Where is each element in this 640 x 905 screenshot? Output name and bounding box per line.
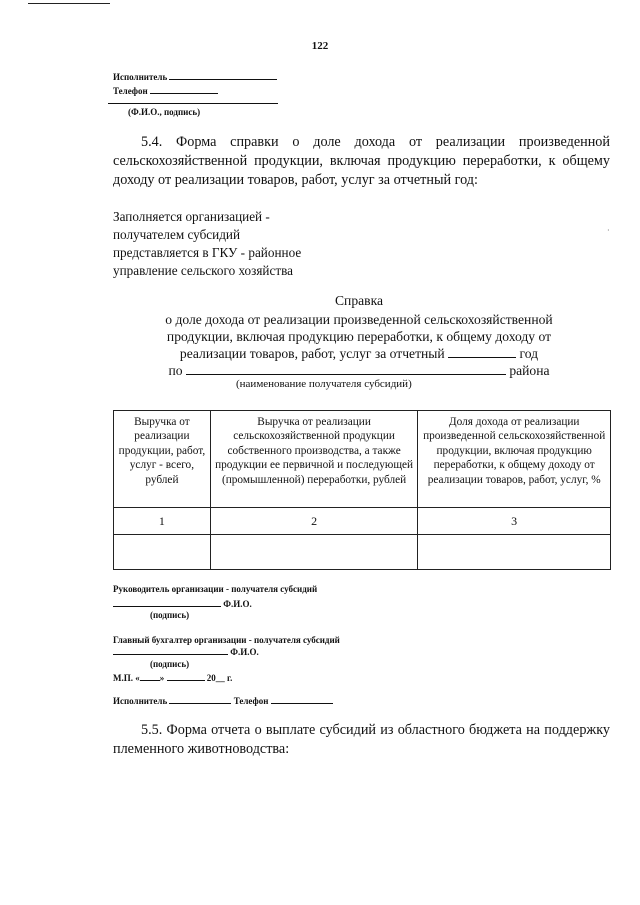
stamp-prefix: М.П. «	[113, 673, 140, 683]
accountant-signature-row	[113, 645, 259, 658]
accountant-fio: Ф.И.О.	[230, 647, 259, 657]
head-fio: Ф.И.О.	[223, 599, 252, 609]
certificate-line-2: продукции, включая продукцию переработки, к общему доходу от	[166, 329, 552, 344]
table-number-cell: 1	[114, 508, 211, 535]
table-header-cell: Доля дохода от реализации произведенной сельскохозяйственной продукции, включая продукцию переработки, к общему доходу от реализации товаров, работ, услуг, %	[418, 411, 611, 508]
table-row	[114, 535, 611, 570]
page-number: 122	[311, 40, 329, 52]
accountant-title: Главный бухгалтер организации - получателя субсидий	[113, 635, 340, 645]
date-month-blank[interactable]	[167, 671, 205, 681]
accountant-signature-caption: (подпись)	[150, 659, 190, 669]
table-number-cell: 2	[210, 508, 418, 535]
certificate-line-4-suffix: района	[509, 363, 550, 378]
header-phone-label: Телефон	[113, 86, 148, 96]
table-empty-cell[interactable]	[114, 535, 211, 570]
reporting-year-blank[interactable]	[448, 348, 516, 358]
head-title: Руководитель организации - получателя субсидий	[113, 584, 318, 594]
submission-note-line: получателем субсидий	[113, 227, 241, 242]
certificate-title: Справка	[334, 293, 384, 308]
submission-note-line: управление сельского хозяйства	[113, 263, 294, 278]
header-fio-line	[108, 103, 278, 104]
table-number-row	[114, 508, 611, 535]
footer-executor-label: Исполнитель	[113, 696, 168, 706]
date-day-blank[interactable]	[140, 671, 160, 681]
header-phone-blank	[150, 84, 218, 94]
certificate-line-1: о доле дохода от реализации произведенной сельскохозяйственной	[165, 312, 553, 327]
scan-speck: ·	[607, 226, 610, 235]
table-header-cell: Выручка от реализации сельскохозяйственной продукции собственного производства, а также продукции ее первичной и последующей (промышленной) переработки, рублей	[210, 411, 418, 508]
table-number-cell: 3	[418, 508, 611, 535]
header-executor-blank	[169, 70, 277, 80]
income-share-table	[113, 410, 611, 570]
certificate-line-4-prefix: по	[168, 363, 183, 378]
head-signature-caption: (подпись)	[150, 610, 190, 620]
district-blank[interactable]	[186, 365, 506, 375]
recipient-caption: (наименование получателя субсидий)	[236, 378, 412, 390]
submission-note	[113, 208, 301, 280]
footer-executor-row	[113, 694, 333, 707]
table-empty-cell[interactable]	[210, 535, 418, 570]
table-header-cell: Выручка от реализации продукции, работ, услуг - всего, рублей	[114, 411, 211, 508]
stamp-year: 20__ г.	[206, 673, 233, 683]
table-header-row	[114, 411, 611, 508]
header-phone-row	[113, 84, 218, 96]
certificate-line-3-prefix: реализации товаров, работ, услуг за отчетный	[179, 346, 445, 361]
head-signature-blank[interactable]	[113, 597, 221, 607]
footer-phone-label: Телефон	[233, 696, 269, 706]
header-executor-row	[113, 70, 277, 82]
footer-executor-blank[interactable]	[169, 694, 231, 704]
intro-paragraph: 5.4. Форма справки о доле дохода от реализации произведенной сельскохозяйственной продукции, включая продукцию переработки, к общему доходу от реализации товаров, работ, услуг за отчетный год:	[113, 134, 610, 188]
stamp-mid: »	[159, 673, 165, 683]
stamp-date-row	[113, 671, 232, 684]
footer-paragraph: 5.5. Форма отчета о выплате субсидий из областного бюджета на поддержку племенного животноводства:	[113, 722, 610, 757]
header-fio-caption: (Ф.И.О., подпись)	[128, 107, 201, 117]
submission-note-line: Заполняется организацией -	[113, 209, 270, 224]
certificate-line-3-suffix: год	[519, 346, 539, 361]
submission-note-line: представляется в ГКУ - районное	[113, 245, 302, 260]
header-executor-label: Исполнитель	[113, 72, 168, 82]
table-empty-cell[interactable]	[418, 535, 611, 570]
footer-phone-blank[interactable]	[271, 694, 333, 704]
accountant-signature-blank[interactable]	[113, 645, 228, 655]
top-corner-line	[28, 3, 110, 4]
